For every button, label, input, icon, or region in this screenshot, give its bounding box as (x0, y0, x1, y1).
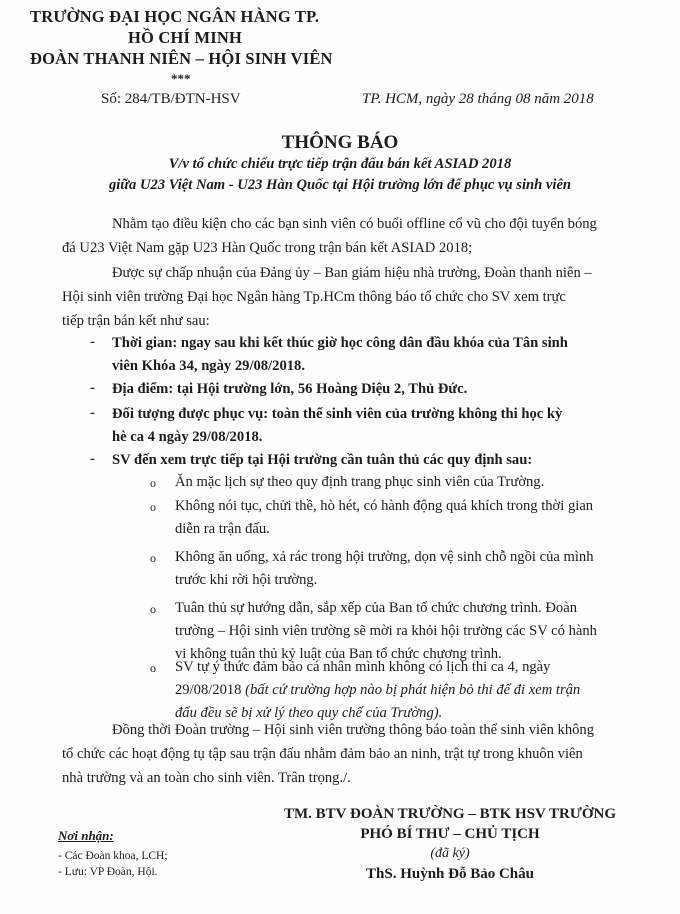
bullet-dash: - (90, 334, 95, 350)
signature-signed: (đã ký) (430, 846, 470, 861)
signature-org: TM. BTV ĐOÀN TRƯỜNG – BTK HSV TRƯỜNG (284, 806, 616, 822)
approval-line2: Hội sinh viên trường Đại học Ngân hàng Tp.HCm thông báo tổ chức cho SV xem trực (62, 289, 566, 305)
intro-line1: Nhằm tạo điều kiện cho các bạn sinh viên có buổi offline cổ vũ cho đội tuyển bóng (112, 216, 597, 232)
header-stars: *** (171, 71, 191, 86)
bullet-rules-heading: SV đến xem trực tiếp tại Hội trường cần tuân thủ các quy định sau: (112, 452, 533, 468)
recipients-label: Nơi nhận: (58, 828, 114, 843)
bullet-location: Địa điểm: tại Hội trường lớn, 56 Hoàng Diệu 2, Thủ Đức. (112, 381, 468, 397)
document-number: Số: 284/TB/ĐTN-HSV (101, 91, 241, 107)
rule-cleanliness: Không ăn uống, xả rác trong hội trường, dọn vệ sinh chỗ ngồi của mình trước khi rời hội trường. (175, 549, 594, 588)
signature-name: ThS. Huỳnh Đỗ Bảo Châu (366, 866, 534, 882)
circle-bullet-icon: o (150, 476, 156, 490)
circle-bullet-icon: o (150, 602, 156, 616)
circle-bullet-icon: o (150, 500, 156, 514)
circle-bullet-icon: o (150, 661, 156, 675)
closing-line2: tổ chức các hoạt động tụ tập sau trận đấu nhằm đảm bảo an ninh, trật tự trong khuôn viên (62, 746, 583, 762)
intro-line2: đá U23 Việt Nam gặp U23 Hàn Quốc trong trận bán kết ASIAD 2018; (62, 240, 473, 256)
rule-compliance: Tuân thủ sự hướng dẫn, sắp xếp của Ban tổ chức chương trình. Đoàn trường – Hội sinh viên trường sẽ mời ra khỏi hội trường các SV có hành vi không tuân thủ kỷ luật của Ban tổ chức chương trình. (175, 600, 597, 662)
rule-exam-schedule: SV tự ý thức đảm bảo cá nhân mình không có lịch thi ca 4, ngày 29/08/2018 (bất cứ trường hợp nào bị phát hiện bỏ thi để đi xem trận đấu đều sẽ bị xử lý theo quy chế của Trường). (175, 659, 581, 721)
circle-bullet-icon: o (150, 551, 156, 565)
approval-line3: tiếp trận bán kết như sau: (62, 313, 210, 329)
university-name-line2: HỒ CHÍ MINH (128, 28, 243, 47)
place-date: TP. HCM, ngày 28 tháng 08 năm 2018 (362, 91, 594, 107)
recipient-item: - Lưu: VP Đoàn, Hội. (58, 866, 158, 878)
intro-paragraph (62, 212, 637, 260)
notice-subtitle-line2: giữa U23 Việt Nam - U23 Hàn Quốc tại Hội trường lớn để phục vụ sinh viên (108, 177, 572, 193)
approval-paragraph (62, 261, 637, 333)
rule-dress: Ăn mặc lịch sự theo quy định trang phục sinh viên của Trường. (175, 474, 545, 490)
rule-behavior: Không nói tục, chửi thề, hò hét, có hành động quá khích trong thời gian diễn ra trận đấu. (175, 498, 594, 537)
bullet-audience: Đối tượng được phục vụ: toàn thể sinh viên của trường không thi học kỳ hè ca 4 ngày 29/08/2018. (112, 406, 563, 445)
bullet-dash: - (90, 405, 95, 421)
recipient-item: - Các Đoàn khoa, LCH; (58, 850, 168, 862)
closing-line3: nhà trường và an toàn cho sinh viên. Trân trọng./. (62, 770, 351, 786)
closing-paragraph (62, 718, 637, 790)
approval-line1: Được sự chấp nhuận của Đảng ủy – Ban giám hiệu nhà trường, Đoàn thanh niên – (112, 265, 592, 281)
union-name: ĐOÀN THANH NIÊN – HỘI SINH VIÊN (30, 49, 333, 68)
notice-title: THÔNG BÁO (281, 132, 399, 153)
bullet-time: Thời gian: ngay sau khi kết thúc giờ học công dân đầu khóa của Tân sinh viên Khóa 34, ngày 29/08/2018. (112, 335, 568, 374)
closing-line1: Đồng thời Đoàn trường – Hội sinh viên trường thông báo toàn thể sinh viên không (112, 722, 595, 738)
notice-subtitle-line1: V/v tổ chức chiếu trực tiếp trận đấu bán kết ASIAD 2018 (168, 156, 512, 172)
university-name-line1: TRƯỜNG ĐẠI HỌC NGÂN HÀNG TP. (30, 7, 320, 26)
bullet-dash: - (90, 451, 95, 467)
signature-title: PHÓ BÍ THƯ – CHỦ TỊCH (360, 826, 540, 842)
bullet-dash: - (90, 380, 95, 396)
